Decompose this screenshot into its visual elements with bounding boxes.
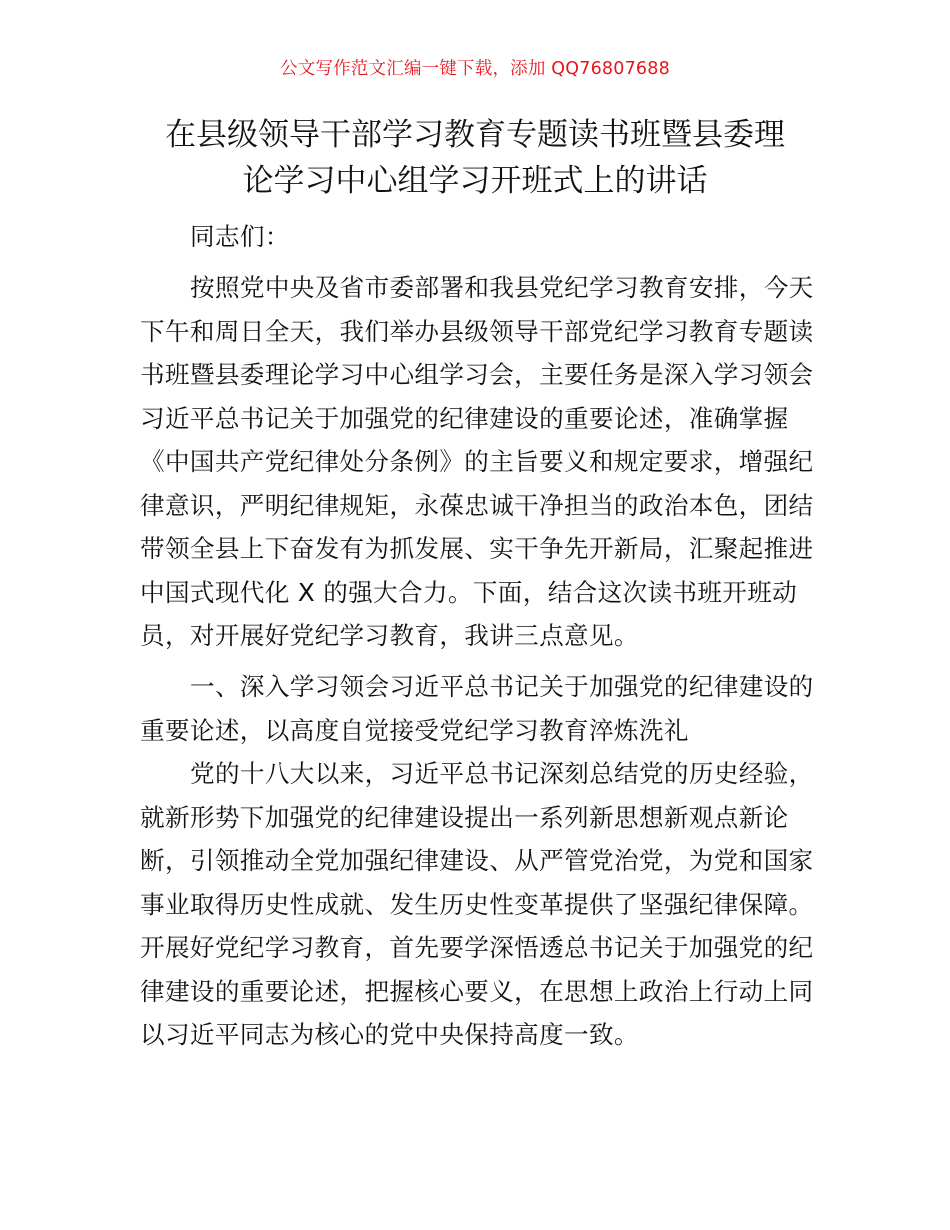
paragraph-line: 律建设的重要论述，把握核心要义，在思想上政治上行动上同 [140,976,814,1006]
paragraph-intro [140,266,812,658]
paragraph-line: 书班暨县委理论学习中心组学习会，主要任务是深入学习领会 [140,360,814,389]
paragraph-line: 律意识，严明纪律规矩，永葆忠诚干净担当的政治本色，团结 [140,490,814,520]
paragraph-line: 断，引领推动全党加强纪律建设、从严管党治党，为党和国家 [140,846,814,875]
paragraph-line: 下午和周日全天，我们举办县级领导干部党纪学习教育专题读 [140,316,814,346]
paragraph-line: 就新形势下加强党的纪律建设提出一系列新思想新观点新论 [140,802,789,832]
paragraph-line: 习近平总书记关于加强党的纪律建设的重要论述，准确掌握 [140,403,789,433]
title-line: 在县级领导干部学习教育专题读书班暨县委理 [165,117,785,153]
paragraph-line: 中国式现代化 X 的强大合力。下面，结合这次读书班开班动 [140,577,798,607]
heading-line: 一、深入学习领会习近平总书记关于加强党的纪律建设的 [190,672,814,701]
paragraph-line: 事业取得历史性成就、发生历史性变革提供了坚强纪律保障。 [140,889,814,919]
salutation-text: 同志们： [190,222,290,251]
paragraph-line: 《中国共产党纪律处分条例》的主旨要义和规定要求，增强纪 [140,447,814,476]
download-promo-banner: 公文写作范文汇编一键下载，添加 QQ76807688 [280,59,670,79]
heading-line: 重要论述，以高度自觉接受党纪学习教育淬炼洗礼 [140,715,689,745]
section-heading-1 [140,665,812,752]
salutation [140,215,812,259]
document-title [140,112,810,204]
paragraph-line: 员，对开展好党纪学习教育，我讲三点意见。 [140,621,639,650]
paragraph-line: 按照党中央及省市委部署和我县党纪学习教育安排，今天 [190,273,814,302]
paragraph-section-1 [140,752,812,1057]
title-line: 论学习中心组学习开班式上的讲话 [242,163,708,199]
paragraph-line: 开展好党纪学习教育，首先要学深悟透总书记关于加强党的纪 [140,933,814,962]
paragraph-line: 党的十八大以来，习近平总书记深刻总结党的历史经验， [190,759,814,788]
paragraph-line: 带领全县上下奋发有为抓发展、实干争先开新局，汇聚起推进 [140,534,814,563]
paragraph-line: 以习近平同志为核心的党中央保持高度一致。 [140,1020,639,1049]
